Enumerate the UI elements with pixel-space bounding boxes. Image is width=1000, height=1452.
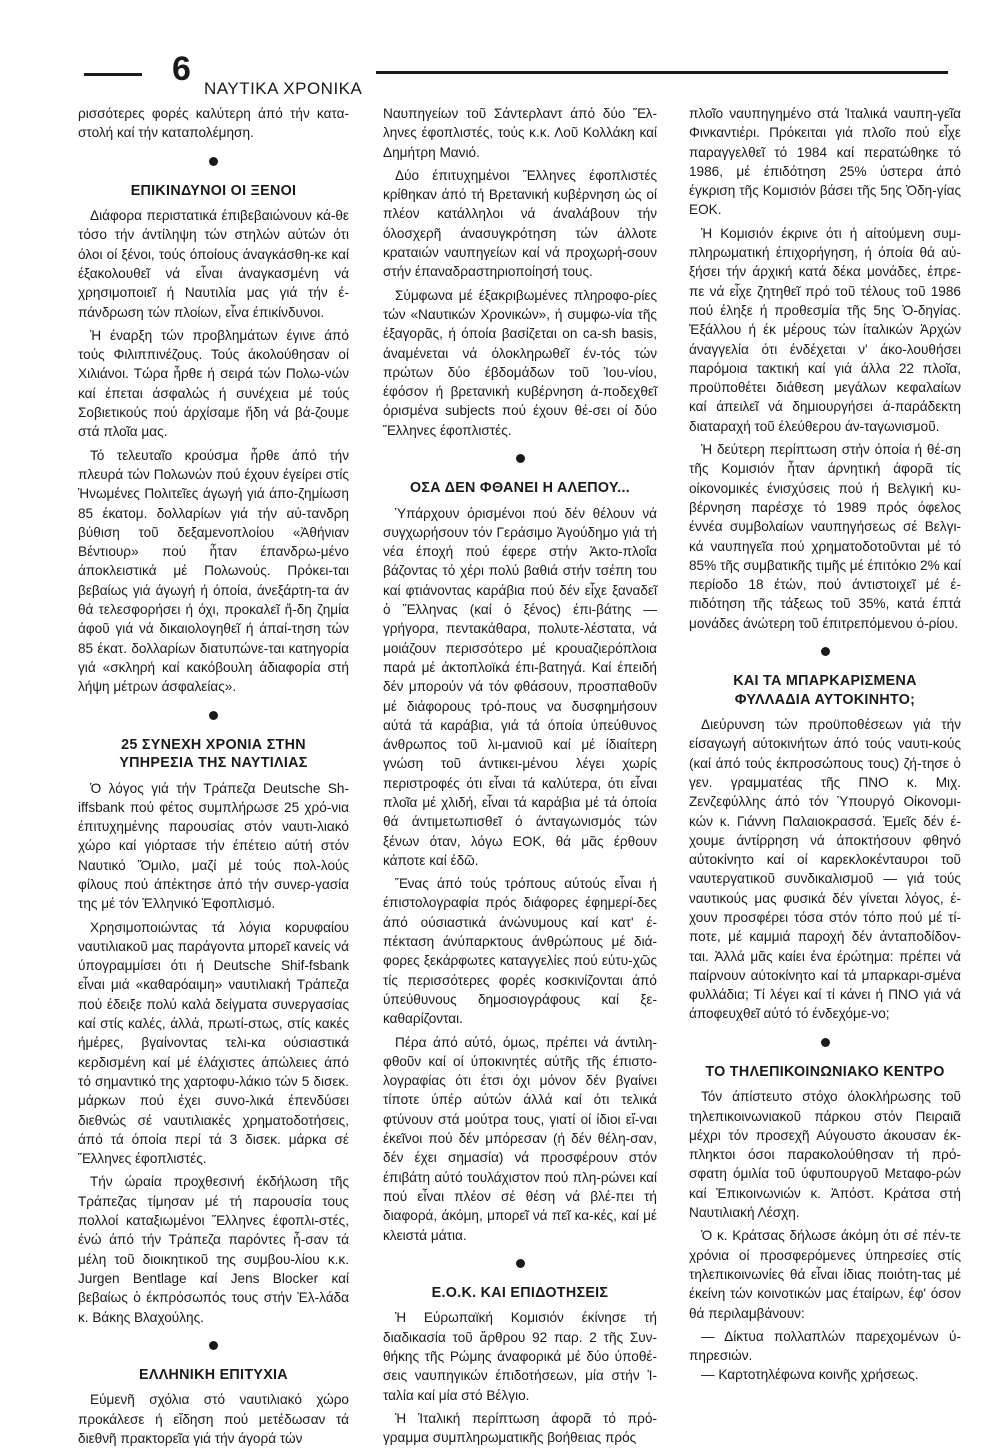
- continued-text: Ναυπηγείων τοῦ Σάντερλαντ άπό δύο Ἕλ-ληνες έφοπλιστές, τούς κ.κ. Λοῦ Κολλάκη καί Δημήτρη Μανιό.: [383, 106, 657, 160]
- article-headline: Ε.Ο.Κ. ΚΑΙ ΕΠΙΔΟΤΗΣΕΙΣ: [431, 1284, 609, 1301]
- continued-text: πλοῖο ναυπηγημένο στά Ἰταλικά ναυπη-γεῖα Φινκαντιέρι. Πρόκειται γιά πλοῖο πού εἶχε παραγγελθεῖ τό 1984 καί περατώθηκε τό 1986, μέ έπιδότηση 25% ύστερα άπό έγκριση τῆς Κομισιόν βάσει τῆς 5ης Ὀδη-γίας ΕΟΚ.: [689, 106, 961, 218]
- column-2: [383, 104, 657, 1451]
- column-1: [78, 104, 349, 1452]
- article-paragraph: Εύμενῆ σχόλια στό ναυτιλιακό χώρο προκάλεσε ή εἴδηση πού μετέδωσαν τά διεθνῆ πρακτορεῖα γιά τήν άγορά τών: [78, 1392, 349, 1446]
- article-headline: ΕΛΛΗΝΙΚΗ ΕΠΙΤΥΧΙΑ: [139, 1366, 288, 1383]
- publication-title: ΝΑΥΤΙΚΑ ΧΡΟΝΙΚΑ: [204, 79, 363, 98]
- article-paragraph: Ἡ Ἰταλική περίπτωση άφορᾶ τό πρό-γραμμα συμπληρωματικῆς βοήθειας πρός: [383, 1410, 657, 1446]
- section-bullet: [516, 1259, 525, 1268]
- header-rule-right: [376, 71, 948, 74]
- article-paragraph: Ἕνας άπό τούς τρόπους αύτούς εἶναι ή έπιστολογραφία πρός διάφορες έφημερί-δες άπό ούσιαστικά άνώνυμους καί κατ' έ-πέκταση άνύπαρκτους άνθρώπους μέ διά-φορες ξεκάρφωτες καταγγελίες πού εύτυ-χῶς τίς περισσότερες φορές κοσκινίζονται άπό ύπεύθυνους δημοσιογράφους καί ξε-καθαρίζονται.: [383, 876, 657, 1027]
- article-headline: ΕΠΙΚΙΝΔΥΝΟΙ ΟΙ ΞΕΝΟΙ: [130, 182, 297, 199]
- header-rule-left: [84, 73, 142, 76]
- article-paragraph: Δύο έπιτυχημένοι Ἕλληνες έφοπλιστές κρίθηκαν άπό τή Βρετανική κυβέρνηση ώς οί πλέον κατάλληλοι νά άναλάβουν τήν όλοσχερῆ άνασυγκρότηση τών άλλοτε κραταιών ναυπηγείων καί νά προχωρή-σουν στήν έπαναδραστηριοποίησή τους.: [383, 167, 657, 280]
- article-paragraph: Χρησιμοποιώντας τά λόγια κορυφαίου ναυτιλιακοῦ μας παράγοντα μπορεῖ κανείς νά ύπογραμμίσει ότι ή Deutsche Shif-fsbank εἶναι μιά «καθαρόαιμη» ναυτιλιακή Τράπεζα πού έδειξε πολύ καλά δείγματα συνεργασίας καί στίς καλές, άλλά, πρωτί-στως, στίς κακές ήμέρες, βγαίνοντας τελι-κα ούσιαστικά κερδισμένη καί μέ έλάχιστες άπώλειες άπό τό σημαντικό της χαρτοφυ-λάκιο τών 5 δισεκ. μάρκων πού έχει συνο-λικά έπενδύσει διεθνώς σέ ναυτιλιακές χρηματοδοτήσεις, άπό τά όποία περί τά 3 δισεκ. μάρκα σέ Ἕλληνες έφοπλιστές.: [78, 919, 349, 1167]
- list-item: — Καρτοτηλέφωνα κοινῆς χρήσεως.: [701, 1367, 919, 1383]
- column-3: [689, 104, 961, 1385]
- section-bullet: [209, 157, 218, 166]
- article-paragraph: Τόν άπίστευτο στόχο όλοκλήρωσης τοῦ τηλεπικοινωνιακοῦ πάρκου στόν Πειραιᾶ μέχρι τόν προσεχῆ Αύγουστο άκουσαν έκ-πληκτοι όσοι παρακολούθησαν τή πρό-σφατη όμιλία τοῦ ύφυπουργοῦ Μεταφο-ρών καί Ἐπικοινωνιών κ. Ἀπόστ. Κράτσα στή Ναυτιλιακή Λέσχη.: [689, 1089, 961, 1221]
- article-paragraph: Διεύρυνση τών προϋποθέσεων γιά τήν είσαγωγή αύτοκινήτων άπό τούς ναυτι-κούς (καί άπό τούς έκπροσώπους τους) ζή-τησε ὁ γεν. γραμματέας τῆς ΠΝΟ κ. Μιχ. Ζενζεφύλλης άπό τόν Ὑπουργό Οίκονομι-κών κ. Γιάννη Παλαιοκρασσά. Ἐμεῖς δέν έ-χουμε άντίρρηση νά άποκτήσουν φθηνό αύτοκίνητο καί οί καρεκλοκένταυροι τοῦ ναυτεργατικοῦ συνδικαλισμοῦ — γιά τούς ναυτικούς μας φυσικά δέν γίνεται λόγος, έ-χουν προσφέρει τόσα στόν τόπο πού μέ τί-ποτε, μέ καμμιά παροχή δέν άνταποδίδον-ται. Ἀλλά μᾶς καίει ένα έρώτημα: πρέπει νά παίρνουν αύτοκίνητο καί τά μπαρκαρι-σμένα φυλλάδια; Τί λέγει καί τί κάνει ή ΠΝΟ γιά νά άποφευχθεῖ αύτό τό ένδεχόμε-νο;: [689, 717, 961, 1022]
- article-headline: ΟΣΑ ΔΕΝ ΦΘΑΝΕΙ Η ΑΛΕΠΟΥ...: [409, 480, 631, 497]
- article-paragraph: Ἡ δεύτερη περίπτωση στήν όποία ή θέ-ση τῆς Κομισιόν ἦταν άρνητική άφορᾶ τίς οίκονομικές ένισχύσεις πού ή Βελγική κυ-βέρνηση παρέσχε τό 1989 πρός όφελος έννέα συμβολαίων ναυπηγήσεως σέ Βελγι-κά ναυπηγεῖα πού χρηματοδοτοῦνται μέ τό 85% τῆς συμβατικῆς τιμῆς μέ έπιτόκιο 2% καί περίοδο 18 έτών, πού άντιστοιχεῖ μέ έ-πιδότηση τῆς τάξεως τοῦ 35%, κατά έπτά μονάδες άνώτερη τοῦ έπιτρεπόμενου ό-ρίου.: [689, 442, 961, 631]
- article-paragraph: Τήν ώραία προχθεσινή έκδήλωση τῆς Τράπεζας τίμησαν μέ τή παρουσία τους πολλοί καταξιωμένοι Ἕλληνες έφοπλι-στές, ένώ άπό τήν Τράπεζα παρόντες ἦ-σαν τά μέλη τοῦ διοικητικοῦ της συμβου-λίου κ.κ. Jurgen Bentlage καί Jens Blocker καί βεβαίως ὁ έκπρόσωπός τους στήν Ἑλ-λάδα κ. Βάκης Βλαχούλης.: [78, 1174, 349, 1325]
- article-paragraph: Ἡ έναρξη τών προβλημάτων έγινε άπό τούς Φιλιππινέζους. Τούς άκολούθησαν οί Χιλιάνοι. Τώρα ἦρθε ή σειρά τών Πολω-νών καί έπεται άσφαλώς ή συνέχεια μέ τούς Σοβιετικούς πού άρχίσαμε ἤδη νά βά-ζουμε στά πλοῖα μας.: [78, 327, 349, 440]
- article-paragraph: Διάφορα περιστατικά έπιβεβαιώνουν κά-θε τόσο τήν άντίληψη τών στηλών αύτών ότι όλοι οί ξένοι, τούς όποίους άναγκάσθη-κε καί έξακολουθεῖ νά εἶναι άναγκασμένη νά χρησιμοποιεῖ ή Ναυτιλία μας γιά τήν έ-πάνδρωση τών πλοίων, εἶνα έπικίνδυνοι.: [78, 208, 349, 320]
- headline-line: ΥΠΗΡΕΣΙΑ ΤΗΣ ΝΑΥΤΙΛΙΑΣ: [119, 755, 308, 772]
- article-paragraph: Ὁ λόγος γιά τήν Τράπεζα Deutsche Sh-iffsbank πού φέτος συμπλήρωσε 25 χρό-νια έπιτυχημένης παρουσίας στόν ναυτι-λιακό χώρο καί γιόρτασε τήν έπέτειο αύτή στόν Ναυτικό Ὅμιλο, μαζί μέ τούς πολ-λούς φίλους πού άπέκτησε άπό τήν συνερ-γασία της μέ τόν Ἑλληνικό Ἐφοπλισμό.: [78, 780, 349, 912]
- section-bullet: [209, 711, 218, 720]
- article-paragraph: Ἡ Εύρωπαϊκή Κομισιόν έκίνησε τή διαδικασία τοῦ ἄρθρου 92 παρ. 2 τῆς Συν-θήκης τῆς Ρώμης άναφορικά μέ δύο ύποθέ-σεις ναυπηγικών έπιδοτήσεων, μία στήν Ἰ-ταλία καί μία στό Βέλγιο.: [383, 1310, 657, 1403]
- section-bullet: [821, 647, 830, 656]
- article-headline: [689, 672, 961, 709]
- article-headline: [78, 736, 349, 773]
- continued-text: ρισσότερες φορές καλύτερη άπό τήν κατα-στολή καί τήν καταπολέμηση.: [78, 106, 349, 141]
- headline-line: ΚΑΙ ΤΑ ΜΠΑΡΚΑΡΙΣΜΕΝΑ: [733, 673, 917, 690]
- article-paragraph: Πέρα άπό αύτό, όμως, πρέπει νά άντιλη-φθοῦν καί οί ύποκινητές αύτῆς τῆς έπιστο-λογραφίας ότι έτσι όχι μόνον δέν βγαίνει τίποτε ύπέρ αύτών άλλά καί ότι τελικά φτύνουν στά μούτρα τους, γιατί οί ίδιοι εἴ-ναι έκεῖνοι πού δέν μπόρεσαν (ή δέν θέλη-σαν, δέν έχει σημασία) νά προσφέρουν στόν έπιβάτη αύτό τουλάχιστον πού πλη-ρώνει καί πού εἶναι πλέον σέ θέση νά βλέ-πει τή διαφορά, άκόμη, μπορεῖ νά πεῖ κα-κές, καί μέ κλειστά μάτια.: [383, 1034, 657, 1243]
- headline-line: 25 ΣΥΝΕΧΗ ΧΡΟΝΙΑ ΣΤΗΝ: [121, 736, 306, 753]
- article-headline: ΤΟ ΤΗΛΕΠΙΚΟΙΝΩΝΙΑΚΟ ΚΕΝΤΡΟ: [705, 1063, 945, 1080]
- article-paragraph: Ὁ κ. Κράτσας δήλωσε άκόμη ότι σέ πέν-τε χρόνια οί προσφερόμενες ύπηρεσίες στίς τηλεπικοινωνίες θά εἶναι ίδιας ποιότη-τας μέ έκείνη τών κοινοτικών μας έταίρων, έφ' όσον θά περιλαμβάνουν:: [689, 1228, 961, 1321]
- page-number: 6: [172, 50, 191, 88]
- article-paragraph: Τό τελευταῖο κρούσμα ἦρθε άπό τήν πλευρά τών Πολωνών πού έχουν έγείρει στίς Ἡνωμένες Πολιτεῖες άγωγή γιά άπο-ζημίωση 85 έκατομ. δολλαρίων γιά τήν αύ-τανδρη βύθιση τοῦ δεξαμενοπλοίου «Ἀθήνιαν Βέντιουρ» πού ἦταν έπανδρω-μένο άποκλειστικά μέ Πολωνούς. Πρόκει-ται βεβαίως γιά άγωγή ή όποία, άνεξάρτη-τα άν θά τελεσφορήσει ή όχι, προκαλεῖ ἤ-δη ζημία άφοῦ γιά νά δικαιολογηθεῖ ή άπαί-τηση τών 85 έκατ. δολλαρίων διατυπώνε-ται κατηγορία γιά «σκληρή καί κακόβουλη άδιαφορία στή λήψη μέτρων άσφαλείας».: [78, 447, 349, 695]
- article-paragraph: Σύμφωνα μέ έξακριβωμένες πληροφο-ρίες τών «Ναυτικών Χρονικών», ή συμφω-νία τῆς έξαγορᾶς, ή όποία βασίζεται on ca-sh basis, άναμένεται νά όλοκληρωθεῖ έν-τός τών πρώτων δύο έβδομάδων τοῦ Ἰου-νίου, έφόσον ή βρετανική κυβέρνηση ά-ποδεχθεῖ όρισμένα subjects πού έχουν θέ-σει οί δύο Ἕλληνες έφοπλιστές.: [383, 287, 657, 438]
- section-bullet: [821, 1038, 830, 1047]
- article-paragraph: Ἡ Κομισιόν έκρινε ότι ή αίτούμενη συμ-πληρωματική έπιχορήγηση, ή όποία θά αύ-ξήσει τήν άρχική κατά δέκα μονάδες, έπρε-πε νά εἶχε ζητηθεῖ πρό τοῦ τέλους τοῦ 1986 πού έληξε ή προθεσμία τῆς 5ης Ὀ-δηγίας. Ἐξάλλου ή έκ μέρους τών ίταλικών Ἀρχών άναγγελία ότι ένδέχεται ν' άκο-λουθήσει παρόμοια τακτική καί γιά άλλα 22 πλοῖα, προϋποθέτει διάθεση μεγάλων κεφαλαίων καί άπειλεῖ νά δημιουργήσει ά-παράδεκτη διαταραχή τοῦ έλεύθερου άν-ταγωνισμοῦ.: [689, 225, 961, 434]
- list-item: — Δίκτυα πολλαπλών παρεχομένων ύ-πηρεσιών.: [689, 1328, 961, 1364]
- article-paragraph: Ὑπάρχουν όρισμένοι πού δέν θέλουν νά συγχωρήσουν τόν Γεράσιμο Ἀγούδημο γιά τή νέα έποχή πού έφερε στήν Ἀκτο-πλοΐα βάζοντας τό χέρι πολύ βαθιά στήν τσέπη του καί φτιάνοντας καράβια πού δέν εἶχε ξαναδεῖ ὁ Ἕλληνας (καί ὁ ξένος) έπι-βάτης — γρήγορα, πεντακάθαρα, πολυτε-λέστατα, νά μοιάζουν περισσότερο μέ κρουαζιερόπλοια παρά μέ άκτοπλοϊκά έπι-βατηγά. Καί έπειδή δέν μπορούν νά τόν φθάσουν, προσπαθοῦν μέ διάφορους τρό-πους να δυσφημήσουν αύτά τά καράβια, γιά τά όποία ύπεύθυνος άνθρωπος τοῦ λι-μανιοῦ καί μέ ίδιαίτερη γνώση τοῦ άντικει-μένου λέγει χωρίς περιστροφές ότι εἶναι τά καλύτερα, ότι εἶναι πλοῖα μέ χλιδή, εἶναι τά καράβια μέ τά όποία θά άντιμετωπισθεῖ ό άνταγωνισμός τών ξένων όταν, λόγω ΕΟΚ, θά μᾶς έρθουν κάποτε καί έδῶ.: [383, 505, 657, 868]
- headline-line: ΦΥΛΛΑΔΙΑ ΑΥΤΟΚΙΝΗΤΟ;: [734, 691, 916, 708]
- section-bullet: [209, 1341, 218, 1350]
- section-bullet: [516, 454, 525, 463]
